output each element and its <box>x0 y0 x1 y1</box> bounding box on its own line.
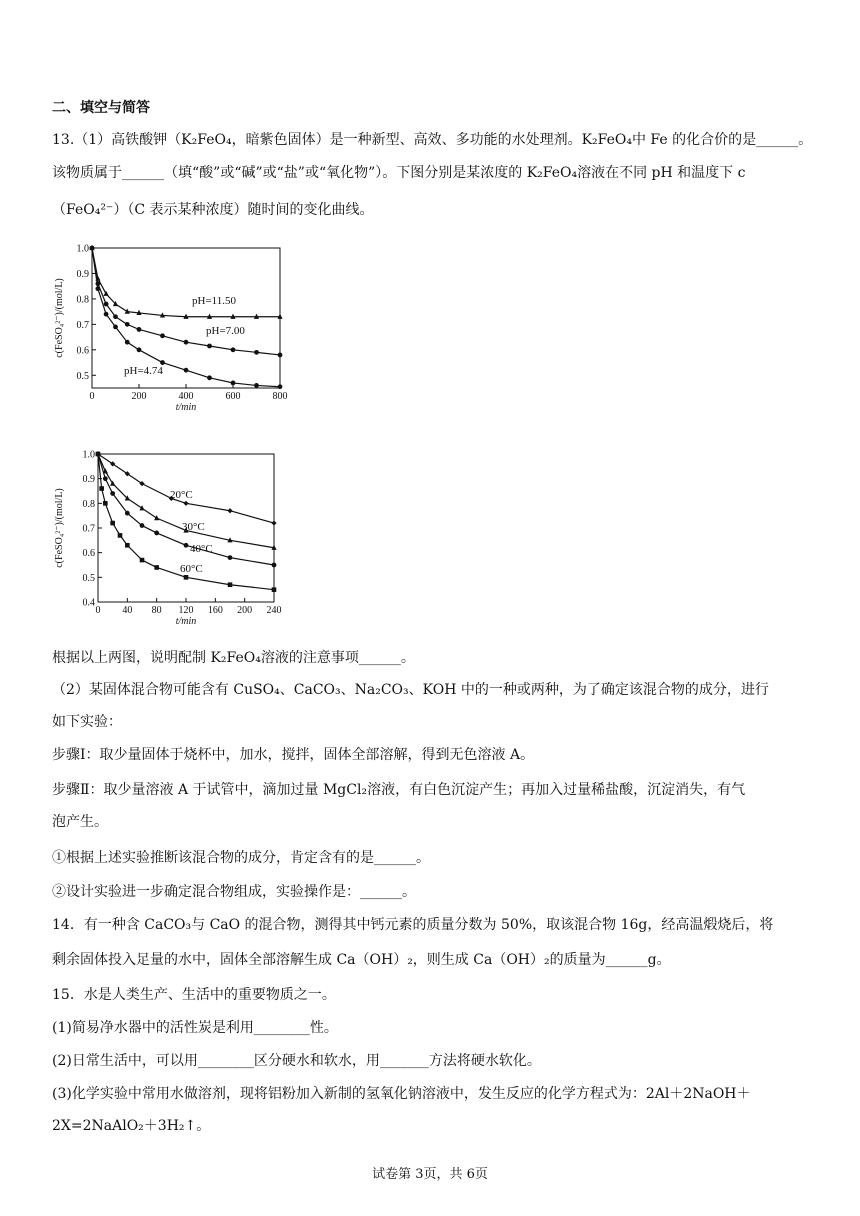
data-point <box>113 325 118 330</box>
chart-temperature-svg <box>52 448 292 628</box>
q13-after-charts: 根据以上两图，说明配制 K₂FeO₄溶液的注意事项______。 <box>52 650 415 666</box>
x-axis-label: t/min <box>175 402 197 413</box>
q14-line-2: 剩余固体投入足量的水中，固体全部溶解生成 Ca（OH）₂，则生成 Ca（OH）₂的质量为______g。 <box>52 952 671 968</box>
q15-line-5: 2X=2NaAlO₂＋3H₂↑。 <box>52 1118 211 1134</box>
data-point <box>271 520 276 525</box>
data-point <box>231 381 236 386</box>
data-point <box>137 347 142 352</box>
data-point <box>184 368 189 373</box>
data-point <box>90 246 95 251</box>
y-tick-label: 0.5 <box>76 370 89 382</box>
data-point <box>272 587 277 592</box>
data-point <box>227 508 232 513</box>
y-tick-label: 0.7 <box>76 319 89 331</box>
series-line <box>92 248 280 317</box>
x-tick-label: 120 <box>178 605 194 616</box>
x-tick-label: 160 <box>207 605 223 616</box>
y-tick-label: 0.8 <box>82 498 95 510</box>
chart-ph-svg <box>52 240 292 420</box>
data-point <box>154 515 159 520</box>
x-axis-label: t/min <box>175 616 197 627</box>
y-tick-label: 0.9 <box>82 474 95 486</box>
data-point <box>137 327 142 332</box>
q13-step-1: 步骤Ⅰ：取少量固体于烧杯中，加水，搅拌，固体全部溶解，得到无色溶液 A。 <box>52 747 535 763</box>
data-point <box>207 375 212 380</box>
page-footer: 试卷第 3页，共 6页 <box>372 1167 488 1182</box>
section-title: 二、填空与简答 <box>52 100 150 116</box>
data-point <box>184 575 189 580</box>
q13-step-2-line-1: 步骤Ⅱ：取少量溶液 A 于试管中，滴加过量 MgCl₂溶液，有白色沉淀产生；再加入过量稀盐酸，沉淀消失，有气 <box>52 782 746 798</box>
y-tick-label: 1.0 <box>76 243 89 255</box>
data-point <box>228 582 233 587</box>
data-point <box>110 521 115 526</box>
y-tick-label: 0.8 <box>76 294 89 306</box>
data-point <box>207 344 212 349</box>
data-point <box>104 302 109 307</box>
y-tick-label: 0.7 <box>82 523 95 535</box>
y-tick-label: 0.4 <box>82 597 95 609</box>
data-point <box>278 353 283 358</box>
series-label: 30°C <box>182 521 205 533</box>
q13-part2-line-1: （2）某固体混合物可能含有 CuSO₄、CaCO₃、Na₂CO₃、KOH 中的一种或两种，为了确定该混合物的成分，进行 <box>52 682 769 698</box>
q14-line-1: 14．有一种含 CaCO₃与 CaO 的混合物，测得其中钙元素的质量分数为 50%，取该混合物 16g，经高温煅烧后，将 <box>52 917 774 933</box>
data-point <box>278 384 283 389</box>
q13-line-3: （FeO₄²⁻）（C 表示某种浓度）随时间的变化曲线。 <box>52 202 374 218</box>
series-line <box>92 248 280 355</box>
data-point <box>184 340 189 345</box>
y-tick-label: 1.0 <box>82 449 95 461</box>
q15-line-2: (1)简易净水器中的活性炭是利用________性。 <box>52 1020 338 1036</box>
q13-line-1: 13.（1）高铁酸钾（K₂FeO₄，暗紫色固体）是一种新型、高效、多功能的水处理剂。K₂FeO₄中 Fe 的化合价的是______。 <box>52 132 813 148</box>
q13-sub-2: ②设计实验进一步确定混合物组成，实验操作是：______。 <box>52 884 416 900</box>
data-point <box>125 543 130 548</box>
q15-line-4: (3)化学实验中常用水做溶剂，现将铝粉加入新制的氢氧化钠溶液中，发生反应的化学方程式为：2Al＋2NaOH＋ <box>52 1086 751 1102</box>
series-label: pH=7.00 <box>206 325 245 337</box>
data-point <box>231 347 236 352</box>
series-label: pH=4.74 <box>124 365 163 377</box>
data-point <box>118 533 123 538</box>
x-tick-label: 600 <box>225 391 241 402</box>
q13-step-2-line-2: 泡产生。 <box>52 814 108 830</box>
x-tick-label: 80 <box>151 605 162 616</box>
data-point <box>96 452 101 457</box>
data-point <box>125 322 130 327</box>
data-point <box>154 531 159 536</box>
data-point <box>139 505 144 510</box>
q13-part2-line-2: 如下实验： <box>52 714 122 730</box>
series-label: 60°C <box>180 563 203 575</box>
y-tick-label: 0.6 <box>82 548 95 560</box>
q15-line-1: 15．水是人类生产、生活中的重要物质之一。 <box>52 987 336 1003</box>
data-point <box>228 555 233 560</box>
y-tick-label: 0.5 <box>82 572 95 584</box>
y-axis-label: c(FeSO₄²⁻)/(mol/L) <box>54 278 65 358</box>
x-tick-label: 0 <box>89 391 95 402</box>
x-tick-label: 240 <box>266 605 282 616</box>
series-label: pH=11.50 <box>192 295 236 307</box>
data-point <box>95 286 100 291</box>
q13-sub-1: ①根据上述实验推断该混合物的成分，肯定含有的是______。 <box>52 850 430 866</box>
x-tick-label: 200 <box>131 391 147 402</box>
data-point <box>154 565 159 570</box>
y-tick-label: 0.9 <box>76 268 89 280</box>
y-axis-label: c(FeSO₄²⁻)/(mol/L) <box>54 488 65 568</box>
data-point <box>113 314 118 319</box>
data-point <box>104 312 109 317</box>
series-line <box>98 454 274 565</box>
data-point <box>183 501 188 506</box>
x-tick-label: 400 <box>178 391 194 402</box>
data-point <box>140 523 145 528</box>
data-point <box>184 543 189 548</box>
q15-line-3: (2)日常生活中，可以用________区分硬水和软水，用_______方法将硬水软化。 <box>52 1053 541 1069</box>
data-point <box>254 350 259 355</box>
data-point <box>103 476 108 481</box>
series-label: 20°C <box>170 489 193 501</box>
data-point <box>103 501 108 506</box>
data-point <box>110 491 115 496</box>
data-point <box>272 563 277 568</box>
data-point <box>125 511 130 516</box>
data-point <box>140 558 145 563</box>
series-label: 40°C <box>190 543 213 555</box>
x-tick-label: 800 <box>272 391 288 402</box>
x-tick-label: 0 <box>95 605 101 616</box>
data-point <box>99 486 104 491</box>
y-tick-label: 0.6 <box>76 345 89 357</box>
x-tick-label: 200 <box>237 605 253 616</box>
data-point <box>125 340 130 345</box>
chart-ph <box>52 240 292 424</box>
q13-line-2: 该物质属于______（填“酸”或“碱”或“盐”或“氧化物”）。下图分别是某浓度的 K₂FeO₄溶液在不同 pH 和温度下 c <box>52 165 746 181</box>
chart-temperature <box>52 448 292 632</box>
data-point <box>160 333 165 338</box>
x-tick-label: 40 <box>122 605 133 616</box>
data-point <box>254 383 259 388</box>
